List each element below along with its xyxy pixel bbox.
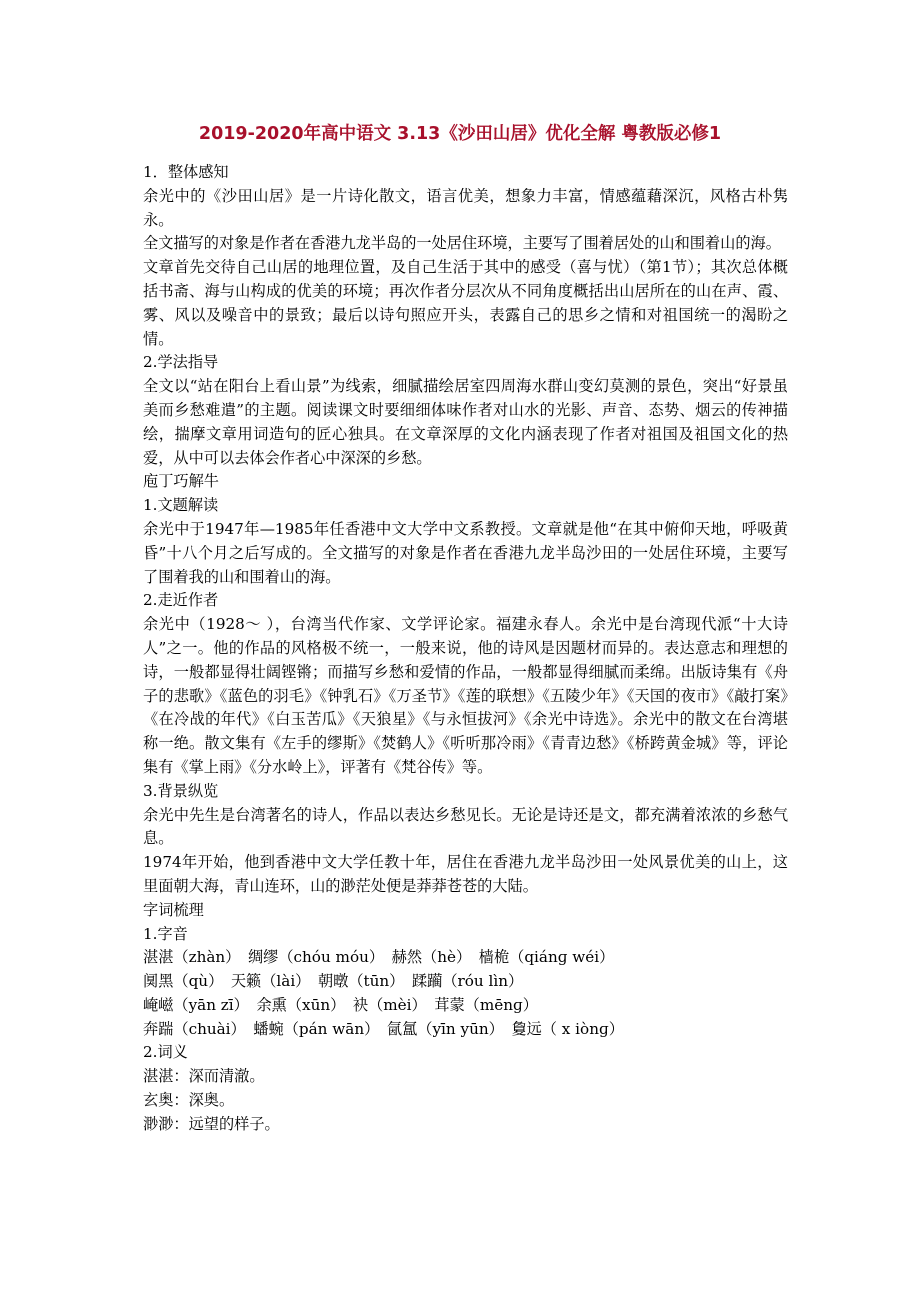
section-heading: 2.词义 [143, 1043, 188, 1062]
paragraph: 文章首先交待自己山居的地理位置，及自己生活于其中的感受（喜与忧）（第1节）；其次总体概括书斋、海与山构成的优美的环境；再次作者分层次从不同角度概括出山居所在的山在声、霞、雾、风以及噪音中的景致；最后以诗句照应开头，表露自己的思乡之情和对祖国统一的渴盼之情。 [143, 258, 788, 348]
section-heading: 2.走近作者 [143, 591, 219, 610]
section-heading: 庖丁巧解牛 [143, 472, 219, 491]
section-heading: 1．整体感知 [143, 163, 229, 181]
pronunciation-line: 奔踹（chuài） 蟠蜿（pán wān） 氤氲（yīn yūn） 敻远（ x iònɡ） [143, 1019, 624, 1038]
definition-line: 渺渺：远望的样子。 [143, 1114, 280, 1133]
pronunciation-line: 湛湛（zhàn） 绸缪（chóu móu） 赫然（hè） 樯桅（qiánɡ wéi） [143, 948, 615, 967]
paragraph: 全文以“站在阳台上看山景”为线索，细腻描绘居室四周海水群山变幻莫测的景色，突出“好景虽美而乡愁难遣”的主题。阅读课文时要细细体味作者对山水的光影、声音、态势、烟云的传神描绘，揣摩文章用词造句的匠心独具。在文章深厚的文化内涵表现了作者对祖国及祖国文化的热爱，从中可以去体会作者心中深深的乡愁。 [143, 377, 788, 467]
paragraph: 余光中（1928～ ），台湾当代作家、文学评论家。福建永春人。余光中是台湾现代派“十大诗人”之一。他的作品的风格极不统一，一般来说，他的诗风是因题材而异的。表达意志和理想的诗，一般都显得壮阔铿锵；而描写乡愁和爱情的作品，一般都显得细腻而柔绵。出版诗集有《舟子的悲歌》《蓝色的羽毛》《钟乳石》《万圣节》《莲的联想》《五陵少年》《天国的夜市》《敲打案》《在冷战的年代》《白玉苦瓜》《天狼星》《与永恒拔河》《余光中诗选》。余光中的散文在台湾堪称一绝。散文集有《左手的缪斯》《焚鹤人》《听听那冷雨》《青青边愁》《桥跨黄金城》等，评论集有《掌上雨》《分水岭上》，评著有《梵谷传》等。 [143, 615, 788, 776]
pronunciation-line: 阒黑（qù） 天籁（lài） 朝暾（tūn） 蹂躏（róu lìn） [143, 972, 524, 991]
paragraph: 全文描写的对象是作者在香港九龙半岛的一处居住环境，主要写了围着居处的山和围着山的海。 [143, 234, 781, 253]
pronunciation-line: 崦嵫（yān zī） 余熏（xūn） 袂（mèi） 茸蒙（mēnɡ） [143, 995, 538, 1014]
section-heading: 1.字音 [143, 924, 188, 943]
paragraph: 余光中于1947年—1985年任香港中文大学中文系教授。文章就是他“在其中俯仰天地，呼吸黄昏”十八个月之后写成的。全文描写的对象是作者在香港九龙半岛沙田的一处居住环境，主要写了围着我的山和围着山的海。 [143, 519, 788, 586]
section-heading: 1.文题解读 [143, 496, 219, 515]
document-title: 2019-2020年高中语文 3.13《沙田山居》优化全解 粤教版必修1 [198, 124, 722, 144]
paragraph: 余光中的《沙田山居》是一片诗化散文，语言优美，想象力丰富，情感蕴藉深沉，风格古朴隽永。 [143, 186, 788, 229]
section-heading: 字词梳理 [143, 900, 204, 919]
paragraph: 余光中先生是台湾著名的诗人，作品以表达乡愁见长。无论是诗还是文，都充满着浓浓的乡愁气息。 [143, 805, 788, 848]
section-heading: 3.背景纵览 [143, 781, 219, 800]
definition-line: 玄奥：深奥。 [143, 1091, 235, 1110]
paragraph: 1974年开始，他到香港中文大学任教十年，居住在香港九龙半岛沙田一处风景优美的山上，这里面朝大海，青山连环，山的渺茫处便是莽莽苍苍的大陆。 [143, 853, 788, 895]
definition-line: 湛湛：深而清澈。 [143, 1067, 265, 1086]
section-heading: 2.学法指导 [143, 353, 219, 372]
document-body [143, 161, 788, 1137]
